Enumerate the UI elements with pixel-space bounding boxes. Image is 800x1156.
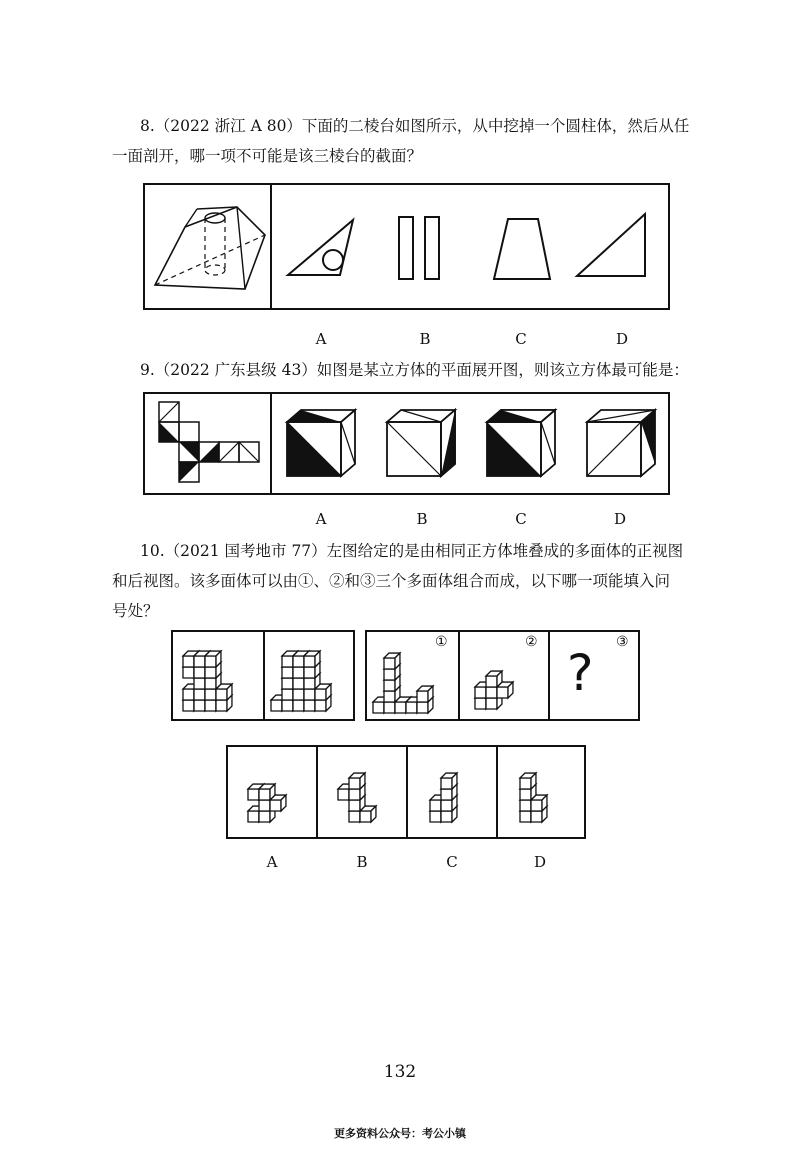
q10-options-divider-3 xyxy=(496,747,498,837)
q10-options-divider-2 xyxy=(406,747,408,837)
cube-face xyxy=(183,700,194,711)
q10-option-b-figure xyxy=(332,765,402,835)
q8-option-label-b: B xyxy=(419,330,431,348)
q10-front-view xyxy=(179,638,259,716)
cube-face xyxy=(406,702,417,713)
q10-option-c-figure xyxy=(422,759,492,835)
cube-face xyxy=(293,678,304,689)
cube-face xyxy=(205,678,216,689)
q9-option-label-c: C xyxy=(515,510,527,528)
q10-options-divider-1 xyxy=(316,747,318,837)
q10-pieces-panel xyxy=(365,630,640,721)
piece-label-1: ① xyxy=(435,634,448,650)
cube-face xyxy=(270,800,281,811)
cube-face xyxy=(520,789,531,800)
q8-option-a-shape xyxy=(285,210,360,285)
cube-face xyxy=(282,678,293,689)
cube-face xyxy=(475,687,486,698)
cube-face xyxy=(349,778,360,789)
cube-face xyxy=(194,678,205,689)
cube-face xyxy=(486,698,497,709)
cube-face xyxy=(282,667,293,678)
cube-face xyxy=(430,800,441,811)
q8-line1: 8.（2022 浙江 A 80）下面的二棱台如图所示，从中挖掉一个圆柱体，然后从任 xyxy=(140,117,690,135)
cube-face xyxy=(304,689,315,700)
cube-face xyxy=(304,656,315,667)
q10-option-label-c: C xyxy=(446,853,458,871)
cube-face xyxy=(430,811,441,822)
q10-line2: 和后视图。该多面体可以由①、②和③三个多面体组合而成，以下哪一项能填入问 xyxy=(112,572,671,590)
q10-line3: 号处？ xyxy=(112,602,159,620)
cube-face xyxy=(304,700,315,711)
cube-face xyxy=(373,702,384,713)
cube-face xyxy=(486,687,497,698)
q10-option-d-figure xyxy=(512,759,582,835)
cube-face xyxy=(531,811,542,822)
cube-face xyxy=(497,687,508,698)
q8-option-label-d: D xyxy=(615,330,629,348)
cube-face xyxy=(271,700,282,711)
cube-face xyxy=(293,667,304,678)
q10-option-a-figure xyxy=(242,765,312,835)
piece-label-3: ③ xyxy=(616,634,629,650)
q8-frustum-figure xyxy=(145,185,270,308)
q10-option-label-b: B xyxy=(356,853,368,871)
cube-face xyxy=(205,667,216,678)
cube-face xyxy=(486,676,497,687)
cube-face xyxy=(194,667,205,678)
cube-face xyxy=(441,800,452,811)
q8-option-b-shape xyxy=(397,215,447,285)
cube-face xyxy=(248,789,259,800)
cube-face xyxy=(293,656,304,667)
cube-face xyxy=(183,689,194,700)
cube-face xyxy=(349,789,360,800)
q9-option-c-cube xyxy=(483,406,563,486)
cube-face xyxy=(205,689,216,700)
cube-face xyxy=(304,667,315,678)
q10-option-label-d: D xyxy=(533,853,547,871)
cube-face xyxy=(315,689,326,700)
q9-option-a-cube xyxy=(283,406,363,486)
q10-pieces-divider-1 xyxy=(458,632,460,719)
q8-line2: 一面剖开，哪一项不可能是该三棱台的截面？ xyxy=(112,147,423,165)
cube-face xyxy=(441,811,452,822)
cube-face xyxy=(520,800,531,811)
q9-option-label-a: A xyxy=(315,510,327,528)
q10-pieces-divider-2 xyxy=(548,632,550,719)
q10-line1: 10.（2021 国考地市 77）左图给定的是由相同正方体堆叠成的多面体的正视图 xyxy=(140,542,684,560)
cube-face xyxy=(384,680,395,691)
cube-face xyxy=(282,656,293,667)
cube-face xyxy=(216,700,227,711)
cube-face xyxy=(349,800,360,811)
cube-face xyxy=(194,656,205,667)
cube-face xyxy=(293,689,304,700)
q9-option-label-d: D xyxy=(613,510,627,528)
q10-option-label-a: A xyxy=(266,853,278,871)
q8-figure-panel xyxy=(143,183,670,310)
cube-face xyxy=(384,702,395,713)
cube-face xyxy=(475,698,486,709)
q9-figure-panel xyxy=(143,392,670,495)
cube-face xyxy=(384,658,395,669)
cube-face xyxy=(384,691,395,702)
cube-face xyxy=(520,811,531,822)
q8-option-d-shape xyxy=(575,210,655,285)
cube-face xyxy=(531,800,542,811)
q8-divider xyxy=(270,185,272,308)
footer-note: 更多资料公众号：考公小镇 xyxy=(334,1127,466,1140)
q8-option-label-a: A xyxy=(315,330,327,348)
piece-label-2: ② xyxy=(525,634,538,650)
q10-question-mark: ? xyxy=(567,644,594,702)
cube-face xyxy=(304,678,315,689)
cube-face xyxy=(216,689,227,700)
cube-face xyxy=(293,700,304,711)
cube-face xyxy=(338,789,349,800)
cube-face xyxy=(248,811,259,822)
q9-text: 9.（2022 广东县级 43）如图是某立方体的平面展开图，则该立方体最可能是： xyxy=(140,361,689,379)
cube-face xyxy=(259,811,270,822)
cube-face xyxy=(183,667,194,678)
cube-face xyxy=(395,702,406,713)
cube-face xyxy=(417,702,428,713)
cube-face xyxy=(183,656,194,667)
cube-face xyxy=(259,789,270,800)
cube-face xyxy=(441,789,452,800)
cube-face xyxy=(205,656,216,667)
cube-face xyxy=(194,689,205,700)
cube-face xyxy=(360,811,371,822)
cube-face xyxy=(282,689,293,700)
cube-face xyxy=(520,778,531,789)
q10-options-panel xyxy=(226,745,586,839)
q10-views-panel xyxy=(171,630,355,721)
cube-face xyxy=(205,700,216,711)
q10-piece-1 xyxy=(371,636,455,718)
cube-face xyxy=(194,700,205,711)
q10-back-view xyxy=(269,638,349,716)
q9-option-label-b: B xyxy=(416,510,428,528)
q8-option-label-c: C xyxy=(515,330,527,348)
q9-option-b-cube xyxy=(383,406,463,486)
q9-divider xyxy=(270,394,272,493)
page-number: 132 xyxy=(383,1062,417,1082)
cube-face xyxy=(282,700,293,711)
cube-face xyxy=(441,778,452,789)
cube-face xyxy=(259,800,270,811)
q9-option-d-cube xyxy=(583,406,663,486)
q10-piece-2 xyxy=(465,646,545,718)
cube-face xyxy=(349,811,360,822)
q10-views-divider xyxy=(263,632,265,719)
cube-face xyxy=(417,691,428,702)
cube-face xyxy=(384,669,395,680)
q8-option-c-shape xyxy=(490,215,560,285)
cube-face xyxy=(315,700,326,711)
q9-net-figure xyxy=(145,394,270,493)
